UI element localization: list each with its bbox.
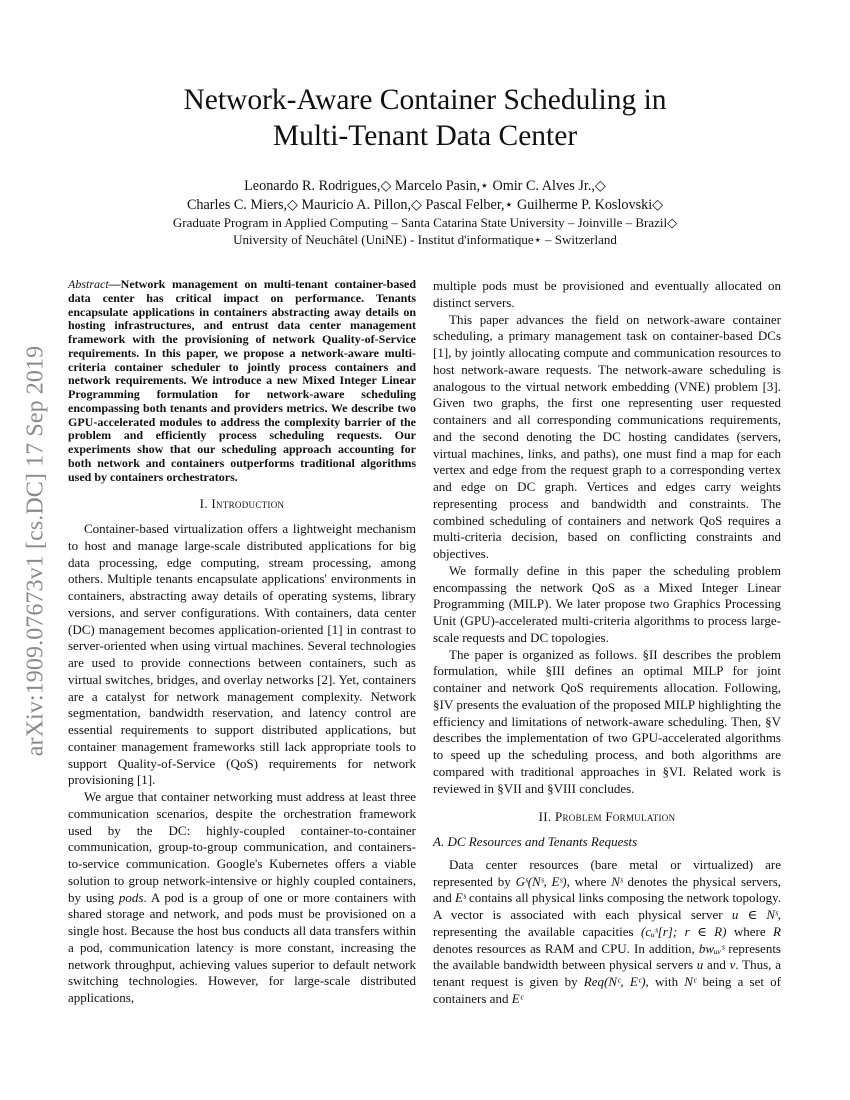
authors-line-2: Charles C. Miers,◇ Mauricio A. Pillon,◇ Pascal Felber,⋆ Guilherme P. Koslovski◇ xyxy=(186,197,664,213)
abstract xyxy=(68,278,416,484)
abstract-label: Abstract xyxy=(68,277,109,291)
pf-math-7: bwᵤᵥˢ xyxy=(698,940,725,956)
affiliation-line-1: Graduate Program in Applied Computing – Santa Catarina State University – Joinville – Brazil◇ xyxy=(172,215,678,230)
abstract-text: —Network management on multi-tenant container-based data center has critical impact on performance. Tenants encapsulate applications in containers abstracting away details on hosting infrastructures, and entrust data center management framework with the provisioning of network Quality-of-Service requirements. In this paper, we propose a network-aware multi-criteria container scheduler to jointly process containers and network requirements. We introduce a new Mixed Integer Linear Programming formulation for network-aware scheduling encompassing both tenants and providers metrics. We describe two GPU-accelerated modules to address the complexity barrier of the problem and efficiently process scheduling requests. Our experiments show that our scheduling approach accounting for both network and containers outperforms traditional algorithms used by containers orchestrators. xyxy=(68,277,416,484)
pf-text-7: denotes resources as RAM and CPU. In addition, xyxy=(433,940,699,956)
subsection-heading-dc-resources: A. DC Resources and Tenants Requests xyxy=(433,834,638,849)
intro-paragraph-3: multiple pods must be provisioned and eventually allocated on distinct servers. xyxy=(433,278,781,310)
pf-text-11: , with xyxy=(645,974,685,989)
intro-paragraph-6: The paper is organized as follows. §II describes the problem formulation, while §III defines an optimal MILP for joint container and network QoS requirements allocation. Following, §IV presents the evaluation of the proposed MILP highlighting the efficiency and limitations of network-aware scheduling. Then, §V describes the implementation of two GPU-accelerated algorithms to speed up the scheduling process, and both algorithms are compared with traditional approaches in §VI. Related work is reviewed in §VII and §VIII concludes. xyxy=(433,646,781,796)
pf-text-8: represents the available bandwidth between physical servers xyxy=(433,940,781,973)
pf-text-5: , representing the available capacities xyxy=(433,907,781,939)
title-line-1: Network-Aware Container Scheduling in xyxy=(183,84,667,116)
pf-text-10: . Thus, a tenant request is given by xyxy=(433,957,781,989)
pf-math-1: Gˢ(Nˢ, Eˢ) xyxy=(515,873,567,889)
pf-text-2: , where xyxy=(566,873,612,889)
section-heading-introduction: I. Introduction xyxy=(199,496,285,512)
pf-text-1: Data center resources (bare metal or virtualized) are represented by xyxy=(433,856,781,889)
pf-math-12: Eᶜ xyxy=(511,990,524,1006)
pf-math-6: R xyxy=(773,923,781,939)
pf-math-10: Req(Nᶜ, Eᶜ) xyxy=(583,974,646,989)
pf-text-12: being a set of containers and xyxy=(433,974,782,1006)
pf-math-8: u xyxy=(696,957,704,973)
arxiv-side-identifier-container xyxy=(16,298,56,803)
pf-math-9: v xyxy=(729,957,736,973)
paper-title xyxy=(0,82,850,154)
title-line-2: Multi-Tenant Data Center xyxy=(272,120,578,152)
intro-p2-text-a: We argue that container networking must address at least three communication scenarios, despite the orchestration framework used by the DC: highly-coupled container-to-container communication, group-to-group communication, and containers-to-service communication. Google's Kubernetes offers a viable solution to group network-intensive or highly coupled containers, by using xyxy=(68,789,416,905)
intro-paragraph-2 xyxy=(68,789,416,1007)
affiliations xyxy=(0,214,850,248)
arxiv-side-identifier: arXiv:1909.07673v1 [cs.DC] 17 Sep 2019 xyxy=(22,345,49,756)
pf-math-4: u ∈ Nˢ xyxy=(731,907,778,922)
problem-paragraph-1 xyxy=(433,857,781,1008)
author-list xyxy=(0,177,850,215)
left-column xyxy=(68,278,416,1007)
pf-math-3: Eˢ xyxy=(455,890,466,906)
pf-math-11: Nᶜ xyxy=(684,974,697,989)
pf-text-6: where xyxy=(726,923,774,939)
intro-p2-emphasis: pods xyxy=(118,889,144,905)
pf-math-2: Nˢ xyxy=(611,873,623,889)
section-heading-problem-formulation: II. Problem Formulation xyxy=(538,809,676,825)
affiliation-line-2: University of Neuchâtel (UniNE) - Institut d'informatique⋆ – Switzerland xyxy=(233,232,617,247)
intro-p2-text-b: . A pod is a group of one or more containers with shared storage and network, and pods must be provisioned on a single host. Because the host bus conducts all data transfers within a pod, communication latency is more constant, increasing the network throughput, achieving values superior to default network switching technologies. However, for large-scale distributed applications, xyxy=(68,889,416,1005)
authors-line-1: Leonardo R. Rodrigues,◇ Marcelo Pasin,⋆ Omir C. Alves Jr.,◇ xyxy=(244,178,606,194)
pf-math-5: (cᵤˢ[r]; r ∈ R) xyxy=(641,923,727,939)
intro-paragraph-5: We formally define in this paper the scheduling problem encompassing the network QoS as a Mixed Integer Linear Programming (MILP). We later propose two Graphics Processing Unit (GPU)-accelerated multi-criteria algorithms to process large-scale requests and DC topologies. xyxy=(433,562,781,645)
pf-text-9: and xyxy=(703,957,730,973)
right-column xyxy=(433,278,781,1008)
intro-paragraph-4: This paper advances the field on network-aware container scheduling, a primary management task on container-based DCs [1], by jointly allocating compute and communication resources to host network-aware requests. The network-aware scheduling is analogous to the virtual network embedding (VNE) problem [3]. Given two graphs, the first one representing user requested containers and all corresponding communications requirements, and the second denoting the DC hosting candidates (servers, virtual machines, links, and paths), one must find a map for each vertex and edge from the request graph to a corresponding vertex and edge on DC graph. Vertices and edges carry weights representing process and bandwidth and constraints. The combined scheduling of containers and network QoS requires a multi-criteria decision, based on conflicting constraints and objectives. xyxy=(433,311,781,561)
pf-text-3: denotes the physical servers, and xyxy=(433,873,782,906)
pf-text-4: contains all physical links composing the network topology. A vector is associated with each physical server xyxy=(433,890,781,922)
intro-paragraph-1: Container-based virtualization offers a lightweight mechanism to host and manage large-scale distributed applications for big data processing, edge computing, stream processing, among others. Multiple tenants encapsulate applications' environments in containers, abstracting away details of operating systems, library versions, and server configurations. With containers, data center (DC) management becomes application-oriented [1] in contrast to server-oriented when using virtual machines. Several technologies are used to provide connections between containers, such as virtual switches, bridges, and overlay networks [2]. Yet, containers are a catalyst for network management complexity. Network segmentation, bandwidth reservation, and latency control are essential requirements to support distributed applications, but container management frameworks still lack appropriate tools to support Quality-of-Service (QoS) requirements for network provisioning [1]. xyxy=(68,521,416,788)
